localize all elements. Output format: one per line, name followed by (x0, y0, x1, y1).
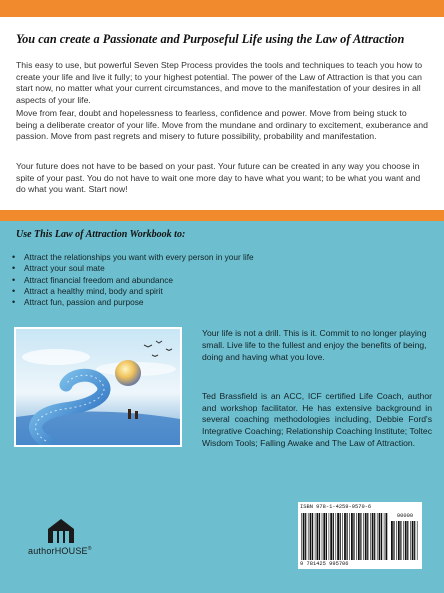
divider-orange-band (0, 210, 444, 221)
ean-barcode-bars (300, 513, 388, 560)
intro-paragraph-2: Move from fear, doubt and hopelessness to fearless, confidence and power. Move from being stuck to being a deliberate creator of your life. Move from the mundane and ordinary to excitement, exuberance and passion. Move from past regrets and misery to future possibility, probability and manifestation. (16, 108, 428, 142)
workbook-list (12, 252, 312, 308)
intro-paragraph-3: Your future does not have to be based on your past. Your future can be created in any way you choose in spite of your past. You do not have to wait one more day to have what you want; to be what you want and do what you want. Start now! (16, 161, 421, 195)
list-item: • Attract financial freedom and abundance (12, 275, 312, 286)
barcode (298, 502, 422, 569)
headline: You can create a Passionate and Purposeful Life using the Law of Attraction (16, 32, 405, 46)
quote: Your life is not a drill. This is it. Commit to no longer playing small. Live life to the fullest and enjoy the benefits of being, doing and having what you love. (202, 328, 427, 363)
price-addon-bars (390, 521, 420, 560)
house-icon (46, 517, 76, 545)
list-item: • Attract fun, passion and purpose (12, 297, 312, 308)
spiral-staircase-artwork (14, 327, 182, 447)
workbook-heading: Use This Law of Attraction Workbook to: (16, 229, 186, 240)
ean-digits: 9 781425 995706 (300, 561, 349, 567)
price-code: 90000 (396, 513, 414, 519)
intro-paragraph-1: This easy to use, but powerful Seven Step Process provides the tools and techniques to teach you how to create your life and live it fully; to your highest potential. The power of the Law of Attraction is that you can start now, no matter what your current circumstances, and move to the manifestation of your desires in all aspects of your life. (16, 60, 423, 105)
top-orange-band (0, 0, 444, 17)
list-item: • Attract a healthy mind, body and spirit (12, 286, 312, 297)
author-bio: Ted Brassfield is an ACC, ICF certified Life Coach, author and workshop facilitator. He has extensive background in several coaching methodologies including, Debbie Ford's Integrative Coaching; Relationship Coaching Institute; Toltec Wisdom Tools; Falling Awake and The Law of Attraction. (202, 391, 432, 448)
publisher-logo-text: authorHOUSE® (28, 546, 92, 556)
list-item: • Attract your soul mate (12, 263, 312, 274)
isbn-label: ISBN 978-1-4259-9570-6 (300, 504, 372, 510)
list-item: • Attract the relationships you want with every person in your life (12, 252, 312, 263)
